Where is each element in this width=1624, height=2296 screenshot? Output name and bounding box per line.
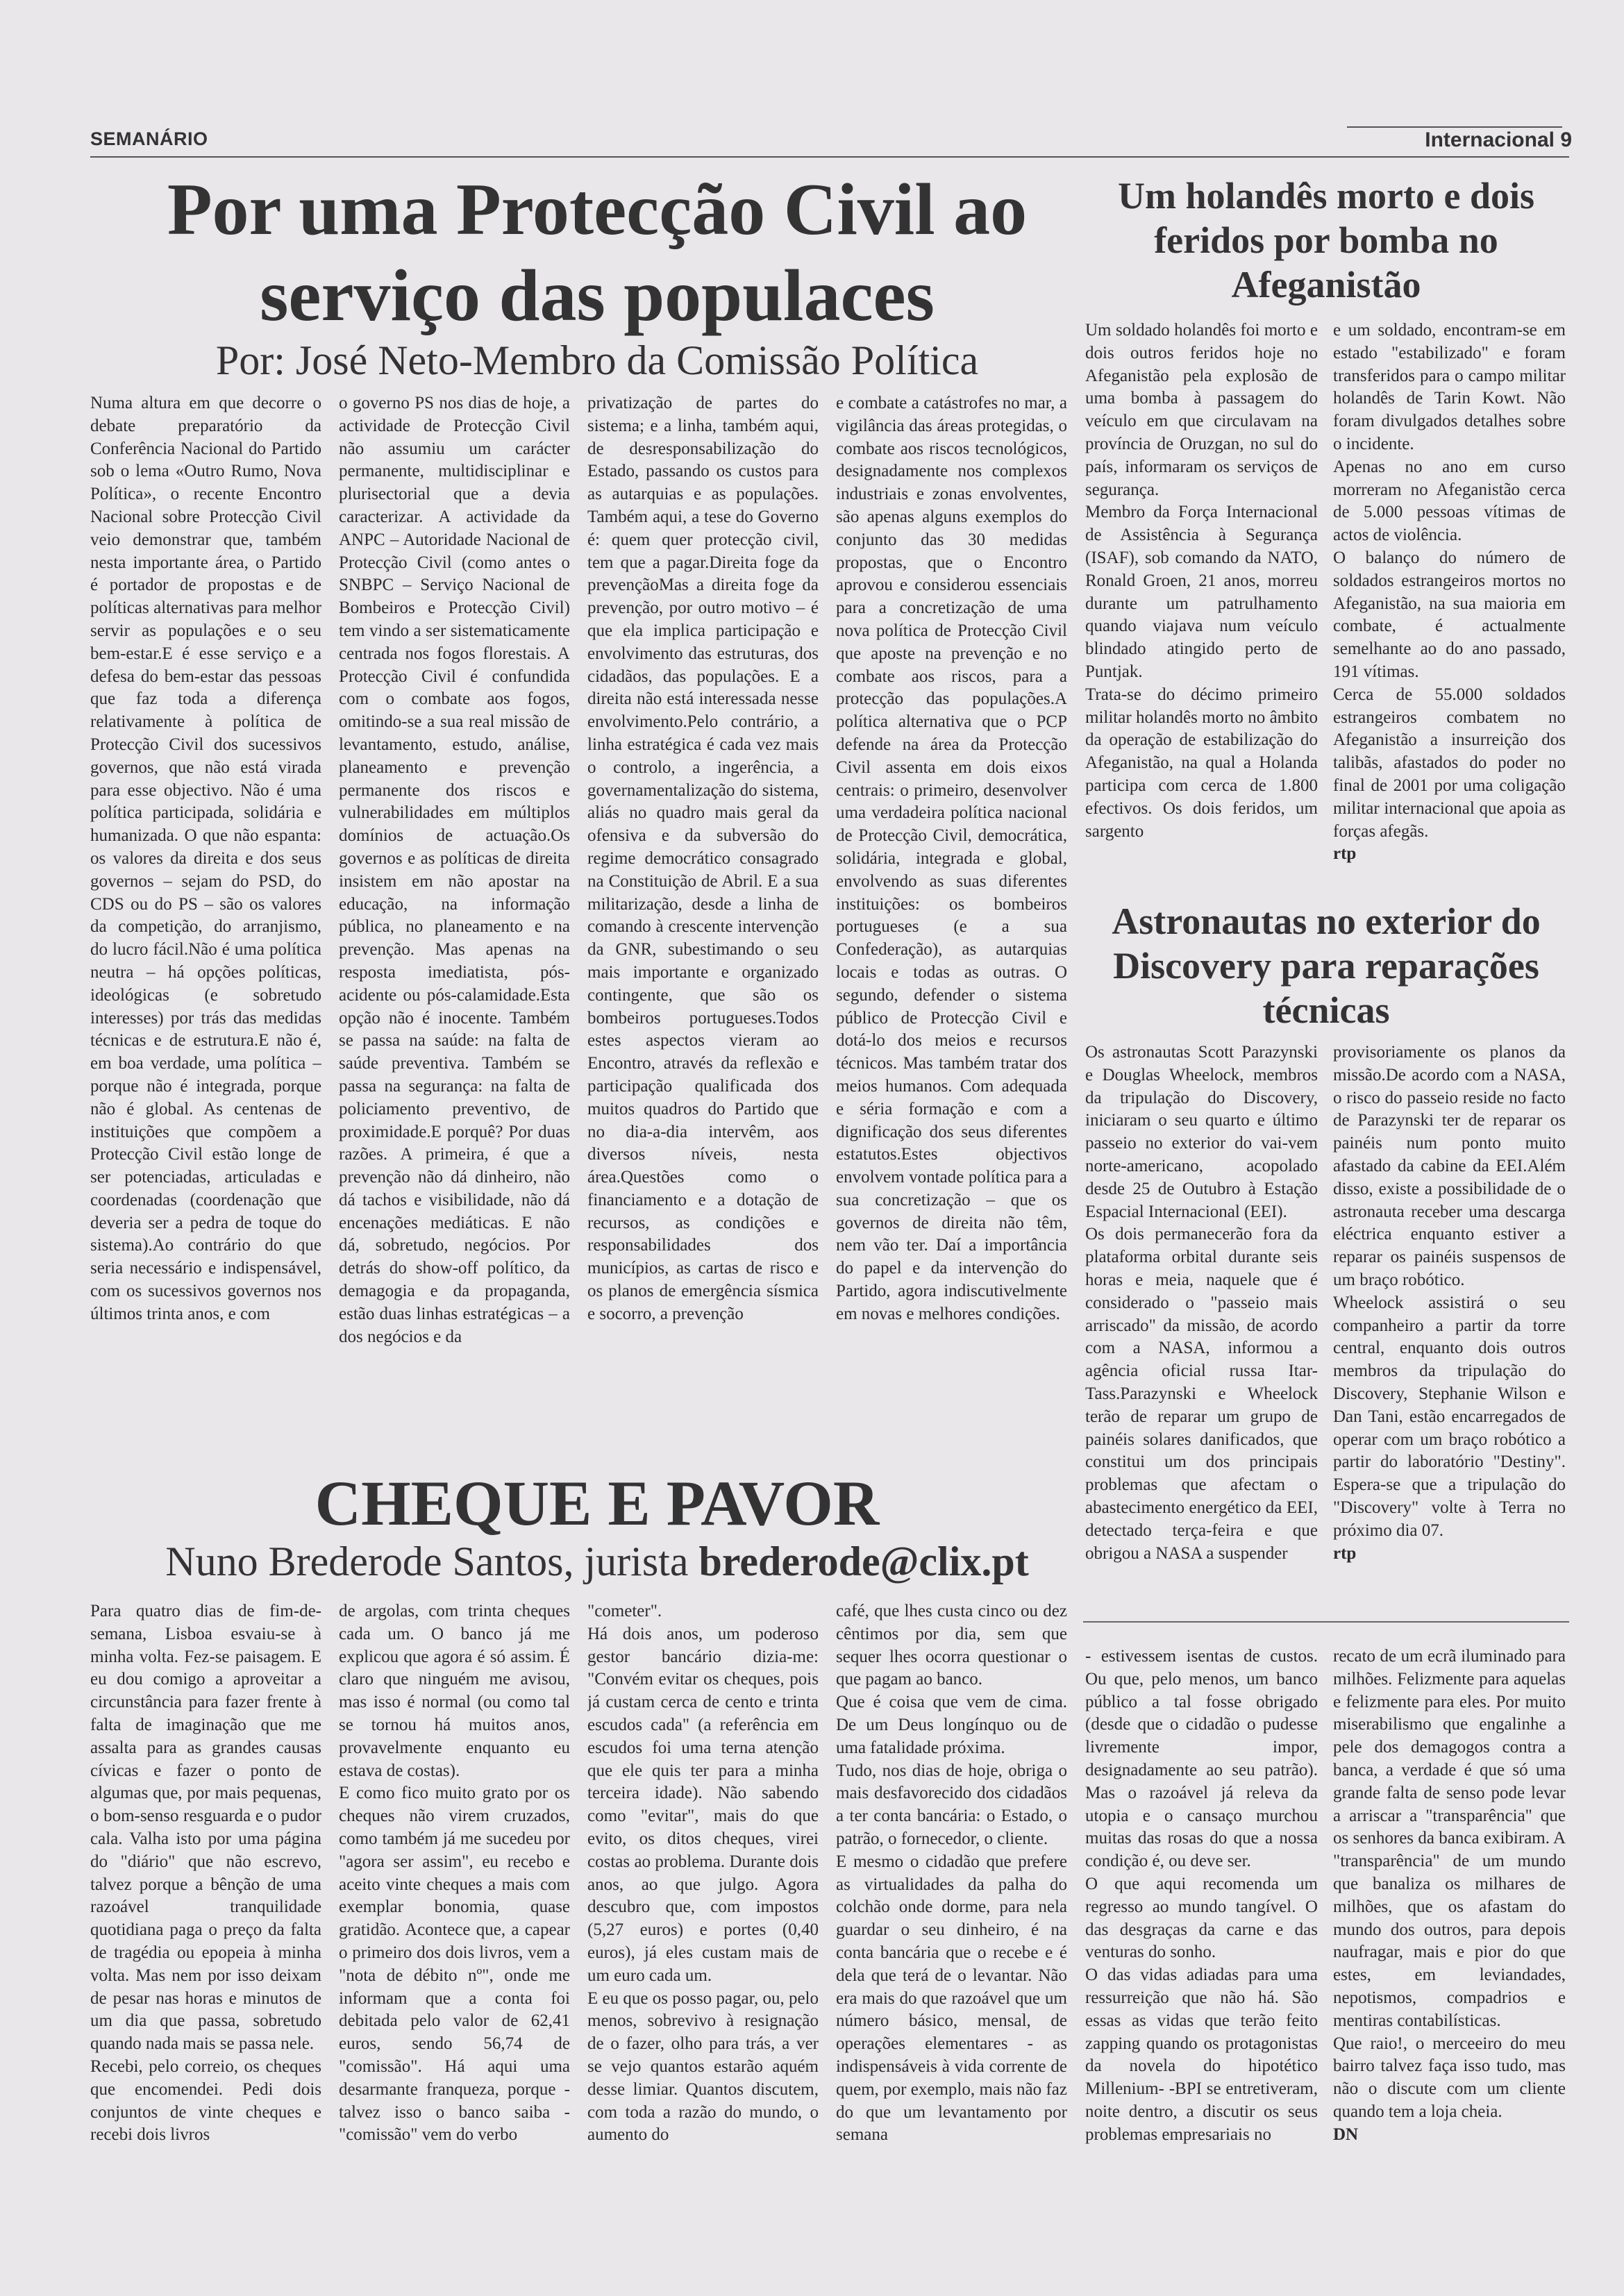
main-article-col-1	[90, 392, 321, 1458]
section-name: Internacional	[1425, 128, 1555, 151]
cheque-col-3-text: "cometer". Há dois anos, um poderoso gestor bancário dizia-me: "Convém evitar os cheques, pois já custam cerca de cento e trinta escudos cada" (a referência em escudos foi uma terna atenção que ele quis ter para a minha terceira idade). Não sabendo como "evitar", mais do que evito, os ditos cheques, virei costas ao problema. Durante dois anos, ao que julgo. Agora descubro que, com impostos (5,27 euros) e portes (0,40 euros), já eles custam mais de um euro cada um. E eu que os posso pagar, ou, pelo menos, sobrevivo à resignação de o fazer, olho para trás, a ver se vejo quantos estarão aquém desse limiar. Quantos discutem, com toda a razão do mundo, o aumento do	[587, 1602, 819, 2145]
holandes-col-1-text: Um soldado holandês foi morto e dois outros feridos hoje no Afeganistão pela explosão de uma bomba à passagem do veículo em que circulavam na província de Oruzgan, no sul do país, informaram os serviços de segurança. Membro da Força Internacional de Assistência à Segurança (ISAF), sob comando da NATO, Ronald Groen, 21 anos, morreu durante um patrulhamento quando viajava num veículo blindado atingido perto de Puntjak. Trata-se do décimo primeiro militar holandês morto no âmbito da operação de estabilização do Afeganistão, na qual a Holanda participa com cerca de 1.800 efectivos. Os dois feridos, um sargento	[1085, 321, 1318, 841]
cheque-article-byline	[97, 1538, 1097, 1586]
cheque-col-4-text: café, que lhes custa cinco ou dez cêntimos por dia, sem que sequer lhes ocorra questionar o que pagam ao banco. Que é coisa que vem de cima. De um Deus longínquo ou de uma fatalidade próxima. Tudo, nos dias de hoje, obriga o mais desfavorecido dos cidadãos a ter conta bancária: o Estado, o patrão, o fornecedor, o cliente. E mesmo o cidadão que prefere as virtualidades da palha do colchão onde dorme, para nela guardar o seu dinheiro, é na conta bancária que o recebe e é dela que terá de o levantar. Não era mais do que razoável que um número básico, mensal, de operações elementares - as indispensáveis à vida corrente de quem, por exemplo, mais não faz do que um levantamento por semana	[836, 1602, 1067, 2145]
masthead: SEMANÁRIO	[90, 128, 208, 149]
header-rule-short	[1347, 126, 1562, 128]
cheque-col-3	[587, 1600, 819, 2267]
main-col-2-text: o governo PS nos dias de hoje, a actividade de Protecção Civil não assumiu um carácter permanente, multidisciplinar e plurisectorial que a devia caracterizar. A actividade da ANPC – Autoridade Nacional de Protecção Civil (como antes o SNBPC – Serviço Nacional de Bombeiros e Protecção Civil) tem vindo a ser sistematicamente centrada nos fogos florestais. A Protecção Civil é confundida com o combate aos fogos, omitindo-se a sua real missão de levantamento, estudo, análise, planeamento e prevenção permanente dos riscos e vulnerabilidades em múltiplos domínios de actuação.Os governos e as políticas de direita insistem em não apostar na educação, na informação pública, no planeamento e na prevenção. Mas apenas na resposta imediatista, pós-acidente ou pós-calamidade.Esta opção não é inocente. Também se passa na saúde: na falta de saúde preventiva. Também se passa na segurança: na falta de policiamento preventivo, de proximidade.E porquê? Por duas razões. A primeira, é que a prevenção não dá dinheiro, não dá tachos e visibilidade, não dá encenações mediáticas. E não dá, sobretudo, negócios. Por detrás do show-off político, da demagogia e da propaganda, estão duas linhas estratégicas – a dos negócios e da	[339, 394, 570, 1346]
section-header	[1425, 128, 1572, 152]
cheque-col-2-text: de argolas, com trinta cheques cada um. O banco já me explicou que agora é só assim. É claro que ninguém me avisou, mas isso é normal (ou como tal se tornou há muitos anos, provavelmente enquanto eu estava de costas). E como fico muito grato por os cheques não virem cruzados, como também já me sucedeu por "agora ser assim", eu recebo e aceito vinte cheques a mais com exemplar bonomia, quase gratidão. Acontece que, a capear o primeiro dos dois livros, vem a "nota de débito nº", onde me informam que a conta foi debitada pelo valor de 62,41 euros, sendo 56,74 de "comissão". Há aqui uma desarmante franqueza, porque - talvez isso o banco saiba - "comissão" vem do verbo	[339, 1602, 570, 2145]
header-rule	[90, 156, 1569, 158]
page-number: 9	[1560, 128, 1572, 151]
main-article-byline: Por: José Neto-Membro da Comissão Política	[215, 337, 979, 383]
astronautas-article-title: Astronautas no exterior do Discovery para reparações técnicas	[1112, 900, 1541, 1031]
cheque-col-1-text: Para quatro dias de fim-de-semana, Lisboa esvaiu-se à minha volta. Fez-se paisagem. E eu dou comigo a aproveitar a circunstância para fazer frente à falta de imaginação que me assalta para as grandes causas cívicas e fazer o ponto de algumas que, por mais pequenas, o bom-senso resguarda e o pudor cala. Valha isto por uma página do "diário" que não escrevo, talvez porque a bênção de uma razoável tranquilidade quotidiana paga o preço da falta de tragédia ou epopeia à minha volta. Mas nem por isso deixam de pesar nas horas e minutos de um dia que passa, sobretudo quando nada mais se passa nele. Recebi, pelo correio, os cheques que encomendei. Pedi dois conjuntos de vinte cheques e recebi dois livros	[90, 1602, 321, 2145]
astronautas-col-1-text: Os astronautas Scott Parazynski e Douglas Wheelock, membros da tripulação do Discovery, iniciaram o seu quarto e último passeio no exterior do vai-vem norte-americano, acopolado desde 25 de Outubro à Estação Espacial Internacional (EEI). Os dois permanecerão fora da plataforma orbital durante seis horas e meia, naquele que é considerado o "passeio mais arriscado" da missão, de acordo com a NASA, informou a agência oficial russa Itar-Tass.Parazynski e Wheelock terão de reparar um grupo de painéis solares danificados, que constitui um dos principais problemas que afectam o abastecimento energético da EEI, detectado terça-feira e que obrigou a NASA a suspender	[1085, 1043, 1318, 1563]
holandes-col-2-text: e um soldado, encontram-se em estado "estabilizado" e foram transferidos para o campo militar holandês de Tarin Kowt. Não foram divulgados detalhes sobre o incidente. Apenas no ano em curso morreram no Afeganistão cerca de 5.000 pessoas vítimas de actos de violência. O balanço do número de soldados estrangeiros mortos no Afeganistão, na sua maioria em combate, é actualmente semelhante ao do ano passado, 191 vítimas. Cerca de 55.000 soldados estrangeiros combatem no Afeganistão a insurreição dos talibãs, afastados do poder no final de 2001 por uma coligação militar internacional que apoia as forças afegãs.	[1333, 321, 1566, 841]
cheque-col-1	[90, 1600, 321, 2267]
astronautas-col-2	[1333, 1041, 1566, 1618]
cheque-col-6	[1333, 1645, 1566, 2267]
astronautas-col-2-text: provisoriamente os planos da missão.De acordo com a NASA, o risco do passeio reside no facto de Parazynski ter de reparar os painéis num ponto muito afastado da cabine da EEI.Além disso, existe a possibilidade de o astronauta receber uma descarga eléctrica enquanto estiver a reparar os painéis suspensos de um braço robótico. Wheelock assistirá o seu companheiro a partir da torre central, enquanto dois outros membros da tripulação do Discovery, Stephanie Wilson e Dan Tani, estão encarregados de operar com um braço robótico a partir do laboratório "Destiny". Espera-se que a tripulação do "Discovery" volte à Terra no próximo dia 07.	[1333, 1043, 1566, 1540]
main-article-col-4	[836, 392, 1067, 1458]
main-col-4-text: e combate a catástrofes no mar, a vigilância das áreas protegidas, o combate aos riscos tecnológicos, designadamente nos complexos industriais e zonas envolventes, são apenas alguns exemplos do conjunto das 30 medidas propostas, que o Encontro aprovou e considerou essenciais para a concretização de uma nova política de Protecção Civil que aposte na prevenção e no combate aos riscos, para a protecção das populações.A política alternativa que o PCP defende na área da Protecção Civil assenta em dois eixos centrais: o primeiro, desenvolver uma verdadeira política nacional de Protecção Civil, democrática, solidária, integrada e global, envolvendo as suas diferentes instituições: os bombeiros portugueses (e a sua Confederação), as autarquias locais e todas as outras. O segundo, defender o sistema público de Protecção Civil e dotá-lo dos meios e recursos técnicos. Mas também tratar dos meios humanos. Com adequada e séria formação e com a dignificação dos seus diferentes estatutos.Estes objectivos envolvem vontade política para a sua concretização – que os governos de direita não têm, nem vão ter. Daí a importância do papel e da intervenção do Partido, agora indiscutivelmente em novas e melhores condições.	[836, 394, 1067, 1323]
main-col-3-text: privatização de partes do sistema; e a linha, também aqui, de desresponsabilização do Estado, passando os custos para as autarquias e as populações. Também aqui, a tese do Governo é: quem quer protecção civil, tem que a pagar.Direita foge da prevençãoMas a direita foge da prevenção, por outro motivo – é que ela implica participação e envolvimento das estruturas, dos cidadãos, das populações. E a direita não está interessada nesse envolvimento.Pelo contrário, a linha estratégica é cada vez mais o controlo, a ingerência, a governamentalização do sistema, aliás no quadro mais geral da ofensiva e da subversão do regime democrático consagrado na Constituição de Abril. E a sua militarização, desde a linha de comando à crescente intervenção da GNR, subestimando o seu mais importante e organizado contingente, que são os bombeiros portugueses.Todos estes aspectos vieram ao Encontro, através da reflexão e participação qualificada dos muitos quadros do Partido que no dia-a-dia intervêm, aos diversos níveis, nesta área.Questões como o financiamento e a dotação de recursos, as condições e responsabilidades dos municípios, as cartas de risco e os planos de emergência sísmica e socorro, a prevenção	[587, 394, 819, 1323]
astronautas-signature: rtp	[1333, 1543, 1357, 1563]
cheque-author-email: brederode@clix.pt	[698, 1539, 1029, 1584]
cheque-col-2	[339, 1600, 570, 2267]
holandes-article-title: Um holandês morto e dois feridos por bomba no Afeganistão	[1117, 175, 1534, 305]
main-article-col-3	[587, 392, 819, 1458]
cheque-col-5-text: - estivessem isentas de custos. Ou que, pelo menos, um banco público a tal fosse obrigado (desde que o cidadão o pudesse livremente impor, designadamente ao seu patrão). Mas o razoável já releva da utopia e o cansaço murchou muitas das rosas do que a nossa condição é, ou deve ser. O que aqui recomenda um regresso ao mundo tangível. O das desgraças da carne e das venturas do sonho. O das vidas adiadas para uma ressurreição que não há. São essas as vidas que terão feito zapping quando os protagonistas da novela do hipotético Millenium- -BPI se entretiveram, noite dentro, a discutir os seus problemas empresariais no	[1085, 1647, 1318, 2144]
cheque-signature: DN	[1333, 2125, 1359, 2144]
holandes-col-1	[1085, 319, 1318, 896]
astronautas-col-1	[1085, 1041, 1318, 1618]
sidebar-rule	[1083, 1621, 1569, 1623]
main-col-1-text: Numa altura em que decorre o debate preparatório da Conferência Nacional do Partido sob o lema «Outro Rumo, Nova Política», o recente Encontro Nacional sobre Protecção Civil veio demonstrar que, também nesta importante área, o Partido é portador de propostas e de políticas alternativas para melhor servir as populações e o seu bem-estar.E é esse serviço e a defesa do bem-estar das pessoas que faz toda a diferença relativamente à política de Protecção Civil dos sucessivos governos, que não está virada para esse objectivo. Não é uma política participada, solidária e humanizada. O que não espanta: os valores da direita e dos seus governos – sejam do PSD, do CDS ou do PS – são os valores da competição, do arranjismo, do lucro fácil.Não é uma política neutra – há opções políticas, ideológicas (e sobretudo interesses) por trás das medidas técnicas e de estrutura.E não é, em boa verdade, uma política – porque não é integrada, porque não é global. As centenas de instituições que compõem a Protecção Civil estão longe de ser potenciadas, articuladas e coordenadas (coordenação que deveria ser a pedra de toque do sistema).Ao contrário do que seria necessário e indispensável, com os sucessivos governos nos últimos trinta anos, e com	[90, 394, 321, 1323]
cheque-col-5	[1085, 1645, 1318, 2267]
main-article-col-2	[339, 392, 570, 1458]
cheque-col-4	[836, 1600, 1067, 2267]
holandes-signature: rtp	[1333, 844, 1357, 864]
main-article-title: Por uma Protecção Civil ao serviço das populaces	[167, 169, 1028, 336]
cheque-article-title: CHEQUE E PAVOR	[315, 1468, 880, 1539]
holandes-col-2	[1333, 319, 1566, 896]
cheque-author: Nuno Brederode Santos, jurista	[165, 1539, 689, 1584]
cheque-col-6-text: recato de um ecrã iluminado para milhões. Felizmente para aquelas e felizmente para eles. Por muito miserabilismo que engalinhe a pele dos demagogos contra a banca, a verdade é que só uma grande falta de senso pode levar a arriscar a "transparência" que os senhores da banca exibiram. A "transparência" de um mundo que banaliza os milhares de milhões, que os afastam do mundo dos outros, para depois naufragar, mais e pior do que estes, em leviandades, nepotismos, compadrios e mentiras contabilísticas. Que raio!, o merceeiro do meu bairro talvez faça isso tudo, mas não o discute com um cliente quando tem a loja cheia.	[1333, 1647, 1566, 2121]
